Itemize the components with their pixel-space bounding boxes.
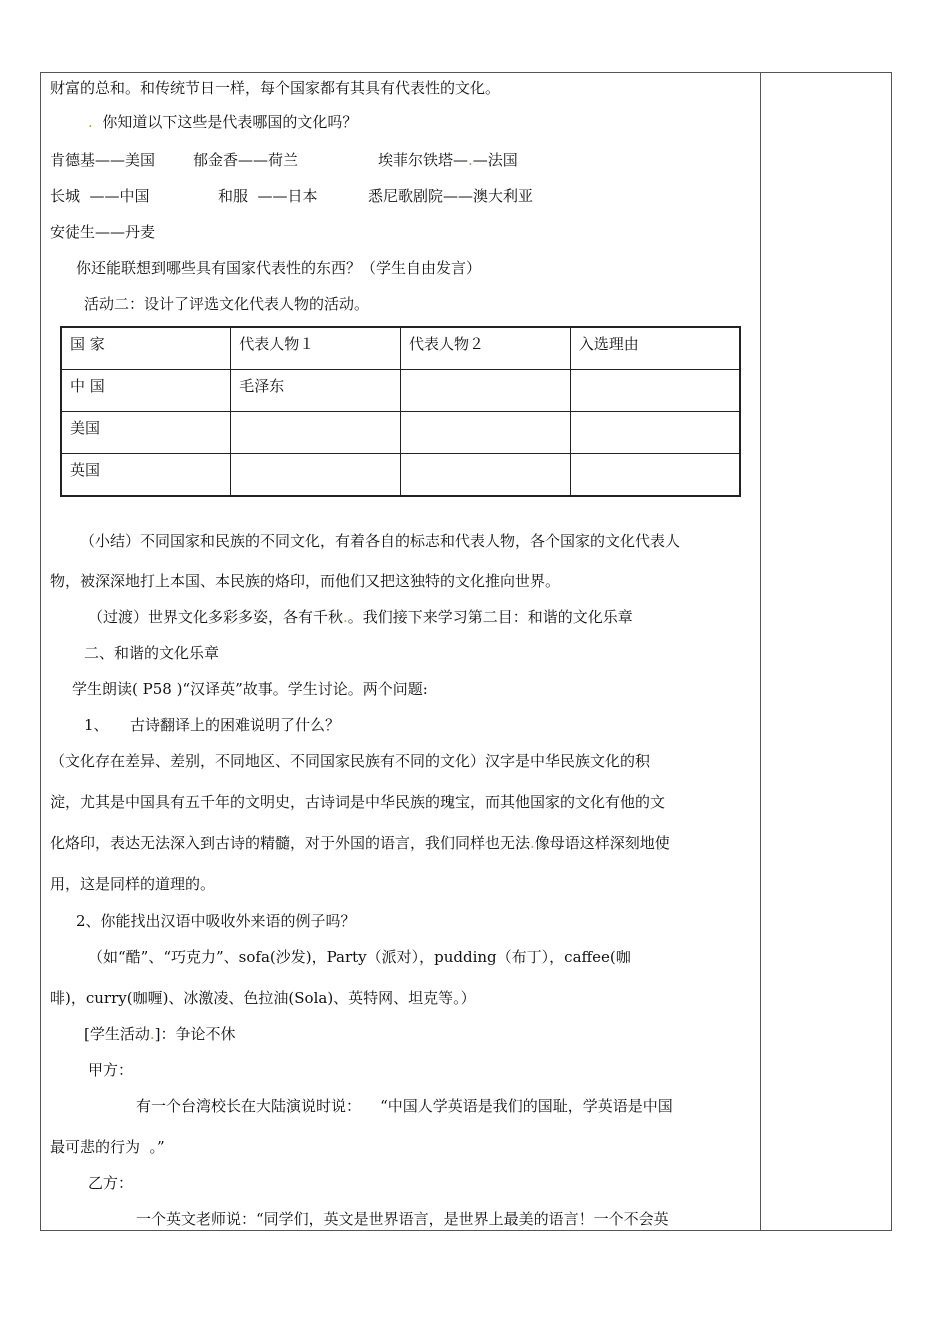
table-cell: [401, 412, 571, 454]
stray-mark: .: [88, 113, 93, 131]
table-cell: [231, 454, 401, 497]
section-heading: 二、和谐的文化乐章: [84, 644, 220, 662]
pair-item: 郁金香——荷兰: [193, 151, 299, 169]
text-line: 财富的总和。和传统节日一样，每个国家都有其具有代表性的文化。: [50, 79, 501, 97]
header-cell: 代表人物１: [231, 327, 401, 370]
text-line: （小结）不同国家和民族的不同文化，有着各自的标志和代表人物，各个国家的文化代表人: [80, 532, 681, 550]
pair-item: 埃菲尔铁塔—.—法国: [378, 151, 518, 169]
table-row: [61, 454, 740, 497]
side-label: 甲方：: [88, 1061, 134, 1079]
text-line: 学生朗读( P58 )“汉译英”故事。学生讨论。两个问题:: [72, 680, 428, 698]
table-cell: [231, 412, 401, 454]
text-line: （过渡）世界文化多彩多姿，各有千秋.。我们接下来学习第二目：和谐的文化乐章: [88, 608, 633, 626]
pair-item: 肯德基——美国: [50, 151, 156, 169]
representative-table: [60, 326, 741, 497]
activity-label: [学生活动.]：争论不休: [84, 1025, 236, 1043]
text-line: 有一个台湾校长在大陆演说时说： “中国人学英语是我们的国耻，学英语是中国: [136, 1097, 673, 1115]
side-label: 乙方：: [88, 1174, 134, 1192]
table-cell: [570, 454, 740, 497]
pair-item: 悉尼歌剧院——澳大利亚: [368, 187, 534, 205]
text-line: 用，这是同样的道理的。: [50, 875, 216, 893]
table-cell: [401, 370, 571, 412]
text-line: 一个英文老师说：“同学们，英文是世界语言，是世界上最美的语言！一个不会英: [136, 1210, 669, 1228]
text-line: 啡)，curry(咖喱)、冰激凌、色拉油(Sola)、英特网、坦克等。）: [50, 989, 476, 1007]
table-header-row: [61, 327, 740, 370]
question-text: 2、你能找出汉语中吸收外来语的例子吗？: [76, 912, 356, 930]
pair-item: 和服 ——日本: [218, 187, 318, 205]
table-cell: 毛泽东: [231, 370, 401, 412]
pair-item: 长城 ——中国: [50, 187, 150, 205]
text-line: . 你知道以下这些是代表哪国的文化吗？: [88, 113, 358, 131]
header-cell: 国 家: [61, 327, 231, 370]
text-line: （如“酷”、“巧克力”、sofa(沙发)，Party（派对），pudding（布丁），caffee(咖: [88, 948, 631, 966]
question-text: 古诗翻译上的困难说明了什么？: [130, 716, 341, 734]
stray-mark: .: [343, 608, 348, 626]
header-cell: 代表人物２: [401, 327, 571, 370]
table-cell: 美国: [61, 412, 231, 454]
header-cell: 入选理由: [570, 327, 740, 370]
text-line: （文化存在差异、差别，不同地区、不同国家民族有不同的文化）汉字是中华民族文化的积: [50, 752, 651, 770]
text-line: 物，被深深地打上本国、本民族的烙印，而他们又把这独特的文化推向世界。: [50, 572, 561, 590]
text-line: 淀，尤其是中国具有五千年的文明史，古诗词是中华民族的瑰宝，而其他国家的文化有他的文: [50, 793, 666, 811]
table-cell: 英国: [61, 454, 231, 497]
question-number: 1、: [84, 716, 109, 734]
text-line: 你还能联想到哪些具有国家代表性的东西？（学生自由发言）: [76, 259, 482, 277]
table-cell: 中 国: [61, 370, 231, 412]
table-cell: [570, 412, 740, 454]
text-line: 最可悲的行为 。”: [50, 1138, 165, 1156]
stray-mark: .: [149, 1025, 155, 1043]
table-cell: [570, 370, 740, 412]
table-cell: [401, 454, 571, 497]
stray-mark: .: [468, 151, 473, 169]
text-line: 化烙印，表达无法深入到古诗的精髓，对于外国的语言，我们同样也无法.像母语这样深刻地使: [50, 834, 670, 852]
text-line: 活动二：设计了评选文化代表人物的活动。: [84, 295, 370, 313]
pair-item: 安徒生——丹麦: [50, 223, 156, 241]
table-row: [61, 412, 740, 454]
table-row: [61, 370, 740, 412]
stray-mark: .: [530, 834, 535, 852]
column-divider: [760, 72, 761, 1231]
